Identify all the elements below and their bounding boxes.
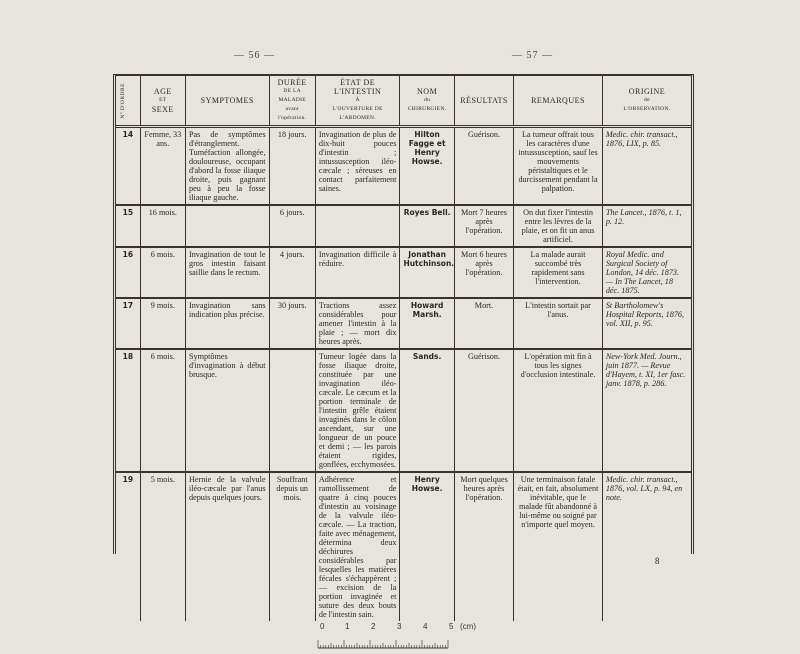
row-age: 5 mois. bbox=[140, 472, 185, 621]
header-row bbox=[116, 76, 691, 127]
row-duration: 30 jours. bbox=[269, 298, 315, 349]
row-result: Mort quelques heures après l'opération. bbox=[454, 472, 513, 621]
table-row bbox=[116, 205, 691, 247]
table-row bbox=[116, 349, 691, 472]
row-num: 19 bbox=[116, 472, 140, 621]
row-origin: Medic. chir. transact., 1876, vol. LX, p. 94, en note. bbox=[605, 475, 683, 502]
row-age: 16 mois. bbox=[140, 205, 185, 247]
row-duration bbox=[269, 349, 315, 472]
row-surgeon: Royes Bell. bbox=[400, 205, 454, 247]
row-duration: 18 jours. bbox=[269, 127, 315, 206]
row-symptoms: Pas de symptômes d'étranglement. Tuméfaction allongée, douloureuse, occupant d'abord la fosse iliaque droite, puis gagnant peu à peu la fosse iliaque gauche. bbox=[185, 127, 269, 206]
row-num: 17 bbox=[116, 298, 140, 349]
row-duration: 6 jours. bbox=[269, 205, 315, 247]
table-row bbox=[116, 472, 691, 621]
ruler-label: 4 bbox=[423, 622, 428, 631]
row-surgeon: Jonathan Hutchinson. bbox=[400, 247, 454, 298]
row-origin: The Lancet., 1876, t. 1, p. 12. bbox=[605, 208, 682, 226]
row-remarks: L'intestin sortait par l'anus. bbox=[514, 298, 603, 349]
table-row bbox=[116, 298, 691, 349]
row-surgeon: Howard Marsh. bbox=[400, 298, 454, 349]
row-age: 6 mois. bbox=[140, 349, 185, 472]
right-page-number: — 57 — bbox=[512, 50, 553, 61]
row-origin: New-York Med. Journ., juin 1877. — Revue d'Hayem, t. XI, 1er fasc. janv. 1878, p. 286. bbox=[605, 352, 686, 388]
row-intestine-state: Invagination difficile à réduire. bbox=[315, 247, 400, 298]
row-num: 16 bbox=[116, 247, 140, 298]
row-remarks: On dut fixer l'intestin entre les lèvres de la plaie, et on fit un anus artificiel. bbox=[514, 205, 603, 247]
row-num: 15 bbox=[116, 205, 140, 247]
col-header-resultats: RÉSULTATS bbox=[454, 76, 513, 127]
row-surgeon: Hilton Fagge et Henry Howse. bbox=[400, 127, 454, 206]
row-intestine-state: Tumeur logée dans la fosse iliaque droite, constituée par une invagination iléo-cæcale. Le cæcum et la portion terminale de l'intestin grêle étaient invaginés dans le côlon ascendant, sur une longueur de un pouce et demi ; — les parois étaient rigides, gonflées, ecchymosées. bbox=[315, 349, 400, 472]
col-header-origine: ORIGINE de L'OBSERVATION. bbox=[602, 76, 691, 127]
row-origin: Medic. chir. transact., 1876, LIX, p. 85. bbox=[605, 130, 678, 148]
ruler-label: 3 bbox=[397, 622, 402, 631]
col-header-remarques: REMARQUES bbox=[514, 76, 603, 127]
col-header-etat: ÉTAT DE L'INTESTIN À L'OUVERTURE DE L'ABDOMEN. bbox=[315, 76, 400, 127]
col-header-num: Nº D'ORDRE bbox=[116, 76, 140, 127]
row-duration: Souffrant depuis un mois. bbox=[269, 472, 315, 621]
row-remarks: La tumeur offrait tous les caractères d'une intussusception, sauf les mouvements péristaltiques et le durcissement pendant la palpation. bbox=[514, 127, 603, 206]
ruler-label: 0 bbox=[320, 622, 325, 631]
row-surgeon: Sands. bbox=[400, 349, 454, 472]
row-age: 6 mois. bbox=[140, 247, 185, 298]
row-origin: Royal Medic. and Surgical Society of London, 14 déc. 1873. — In The Lancet, 18 déc. 1875. bbox=[605, 250, 680, 295]
row-symptoms: Hernie de la valvule iléo-cæcale par l'anus depuis quelques jours. bbox=[185, 472, 269, 621]
row-intestine-state: Adhérence et ramollissement de quatre à cinq pouces d'intestin au voisinage de la valvule iléo-cæcale. — La traction, faite avec ménagement, détermina deux déchirures considérables par lesquelles les matières fécales s'échappèrent ; — excision de la portion invaginée et suture des deux bouts de l'intestin sain. bbox=[315, 472, 400, 621]
sheet-number: 8 bbox=[655, 556, 660, 566]
ruler-label: 5 bbox=[449, 622, 454, 631]
observations-table bbox=[113, 74, 694, 619]
row-remarks: La malade aurait succombé très rapidement sans l'intervention. bbox=[514, 247, 603, 298]
row-age: 9 mois. bbox=[140, 298, 185, 349]
table-row bbox=[116, 247, 691, 298]
ruler-label: 2 bbox=[371, 622, 376, 631]
row-surgeon: Henry Howse. bbox=[400, 472, 454, 621]
col-header-nom: NOM du CHIRURGIEN. bbox=[400, 76, 454, 127]
row-symptoms: Invagination de tout le gros intestin faisant saillie dans le rectum. bbox=[185, 247, 269, 298]
row-symptoms: Invagination sans indication plus précise. bbox=[185, 298, 269, 349]
row-symptoms: Symptômes d'invagination à début brusque. bbox=[185, 349, 269, 472]
row-intestine-state: Invagination de plus de dix-huit pouces d'intestin ; intussusception iléo-cæcale ; séreuses en contact parfaitement saines. bbox=[315, 127, 400, 206]
ruler-label: 1 bbox=[345, 622, 350, 631]
row-num: 14 bbox=[116, 127, 140, 206]
row-remarks: Une terminaison fatale était, en fait, absolument inévitable, que le malade fût abandonné à lui-même ou soigné par n'importe quel moyen. bbox=[514, 472, 603, 621]
col-header-age: AGE ET SEXE bbox=[140, 76, 185, 127]
row-intestine-state bbox=[315, 205, 400, 247]
row-age: Femme, 33 ans. bbox=[140, 127, 185, 206]
row-remarks: L'opération mit fin à tous les signes d'occlusion intestinale. bbox=[514, 349, 603, 472]
row-result: Mort 6 heures après l'opération. bbox=[454, 247, 513, 298]
scale-ruler bbox=[312, 636, 474, 650]
row-symptoms bbox=[185, 205, 269, 247]
ruler-unit: (cm) bbox=[460, 622, 476, 631]
left-page-number: — 56 — bbox=[234, 50, 275, 61]
col-header-symptomes: SYMPTOMES bbox=[185, 76, 269, 127]
row-origin: St Bartholomew's Hospital Reports, 1876, vol. XII, p. 95. bbox=[605, 301, 685, 328]
row-result: Mort. bbox=[454, 298, 513, 349]
row-duration: 4 jours. bbox=[269, 247, 315, 298]
table-row bbox=[116, 127, 691, 206]
row-intestine-state: Tractions assez considérables pour amener l'intestin à la plaie ; — mort dix heures après. bbox=[315, 298, 400, 349]
row-result: Guérison. bbox=[454, 127, 513, 206]
row-num: 18 bbox=[116, 349, 140, 472]
row-result: Mort 7 heures après l'opération. bbox=[454, 205, 513, 247]
row-result: Guérison. bbox=[454, 349, 513, 472]
col-header-duree: DURÉE DE LA MALADIE avant l'opération. bbox=[269, 76, 315, 127]
